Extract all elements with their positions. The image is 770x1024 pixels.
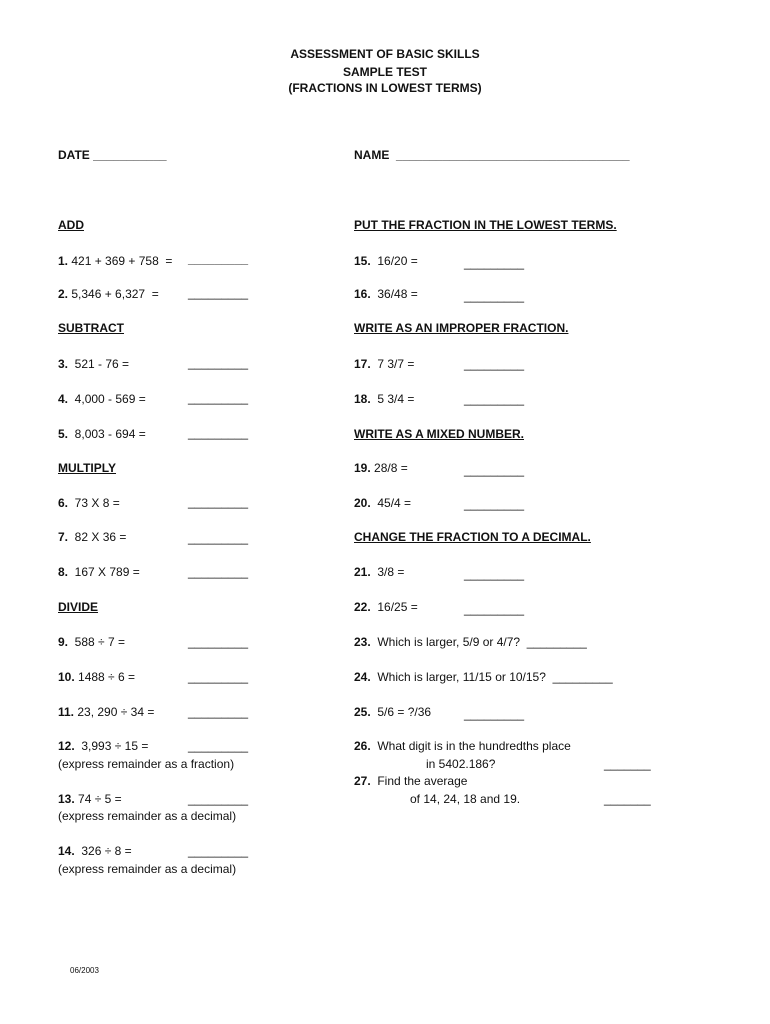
answer-blank-1[interactable]: _________ — [188, 252, 249, 266]
heading-add: ADD — [58, 218, 84, 232]
question-16: 16. 36/48 = — [354, 287, 418, 301]
question-27: 27. Find the average — [354, 774, 468, 788]
answer-blank-7[interactable]: _________ — [188, 531, 249, 545]
answer-blank-22[interactable]: _________ — [464, 602, 525, 616]
date-label: DATE — [58, 148, 90, 162]
answer-blank-18[interactable]: _________ — [464, 392, 525, 406]
heading-mixed-number: WRITE AS A MIXED NUMBER. — [354, 427, 524, 441]
answer-blank-19[interactable]: _________ — [464, 463, 525, 477]
heading-improper-fraction: WRITE AS AN IMPROPER FRACTION. — [354, 321, 569, 335]
question-6: 6. 73 X 8 = — [58, 496, 120, 510]
question-13-note: (express remainder as a decimal) — [58, 809, 237, 823]
question-23: 23. Which is larger, 5/9 or 4/7? _________ — [354, 635, 587, 649]
question-1: 1. 421 + 369 + 758 = — [58, 254, 173, 268]
name-blank[interactable]: ___________________________________ — [396, 148, 630, 162]
question-20: 20. 45/4 = — [354, 496, 412, 510]
question-4: 4. 4,000 - 569 = — [58, 392, 146, 406]
question-10: 10. 1488 ÷ 6 = — [58, 670, 135, 684]
answer-blank-8[interactable]: _________ — [188, 565, 249, 579]
question-9: 9. 588 ÷ 7 = — [58, 635, 125, 649]
answer-blank-16[interactable]: _________ — [464, 289, 525, 303]
question-7: 7. 82 X 36 = — [58, 530, 127, 544]
answer-blank-13[interactable]: _________ — [188, 792, 249, 806]
title-line-1: ASSESSMENT OF BASIC SKILLS — [290, 47, 480, 61]
answer-blank-14[interactable]: _________ — [188, 844, 249, 858]
name-field[interactable] — [354, 148, 630, 162]
question-2: 2. 5,346 + 6,327 = — [58, 287, 159, 301]
heading-multiply: MULTIPLY — [58, 461, 117, 475]
answer-blank-3[interactable]: _________ — [188, 356, 249, 370]
question-18: 18. 5 3/4 = — [354, 392, 415, 406]
answer-blank-5[interactable]: _________ — [188, 426, 249, 440]
answer-blank-21[interactable]: _________ — [464, 567, 525, 581]
question-22: 22. 16/25 = — [354, 600, 418, 614]
question-24: 24. Which is larger, 11/15 or 10/15? _________ — [354, 670, 613, 684]
answer-blank-4[interactable]: _________ — [188, 391, 249, 405]
date-blank[interactable]: ___________ — [93, 148, 167, 162]
question-26-line-2: in 5402.186? — [426, 757, 496, 771]
heading-divide: DIVIDE — [58, 600, 99, 614]
question-15: 15. 16/20 = — [354, 254, 418, 268]
question-12-note: (express remainder as a fraction) — [58, 757, 235, 771]
answer-blank-10[interactable]: _________ — [188, 670, 249, 684]
footer-date: 06/2003 — [70, 966, 99, 975]
question-5: 5. 8,003 - 694 = — [58, 427, 146, 441]
date-field[interactable] — [58, 148, 167, 162]
question-17: 17. 7 3/7 = — [354, 357, 415, 371]
question-25: 25. 5/6 = ?/36 — [354, 705, 432, 719]
title-line-3: (FRACTIONS IN LOWEST TERMS) — [288, 81, 482, 95]
heading-fraction-to-decimal: CHANGE THE FRACTION TO A DECIMAL. — [354, 530, 591, 544]
question-13: 13. 74 ÷ 5 = — [58, 792, 122, 806]
answer-blank-11[interactable]: _________ — [188, 705, 249, 719]
answer-blank-6[interactable]: _________ — [188, 495, 249, 509]
answer-blank-9[interactable]: _________ — [188, 635, 249, 649]
answer-blank-2[interactable]: _________ — [188, 286, 249, 300]
answer-blank-25[interactable]: _________ — [464, 707, 525, 721]
answer-blank-12[interactable]: _________ — [188, 739, 249, 753]
heading-lowest-terms: PUT THE FRACTION IN THE LOWEST TERMS. — [354, 218, 617, 232]
question-3: 3. 521 - 76 = — [58, 357, 130, 371]
answer-blank-26[interactable]: _______ — [604, 757, 651, 771]
heading-subtract: SUBTRACT — [58, 321, 124, 335]
answer-blank-27[interactable]: _______ — [604, 792, 651, 806]
question-8: 8. 167 X 789 = — [58, 565, 140, 579]
answer-blank-15[interactable]: _________ — [464, 256, 525, 270]
name-label: NAME — [354, 148, 390, 162]
question-21: 21. 3/8 = — [354, 565, 405, 579]
answer-blank-17[interactable]: _________ — [464, 357, 525, 371]
question-14: 14. 326 ÷ 8 = — [58, 844, 132, 858]
question-14-note: (express remainder as a decimal) — [58, 862, 237, 876]
question-27-line-2: of 14, 24, 18 and 19. — [410, 792, 521, 806]
answer-blank-20[interactable]: _________ — [464, 497, 525, 511]
question-19: 19. 28/8 = — [354, 461, 408, 475]
question-11: 11. 23, 290 ÷ 34 = — [58, 705, 155, 719]
question-26: 26. What digit is in the hundredths place — [354, 739, 571, 753]
title-line-2: SAMPLE TEST — [342, 65, 427, 79]
question-12: 12. 3,993 ÷ 15 = — [58, 739, 149, 753]
